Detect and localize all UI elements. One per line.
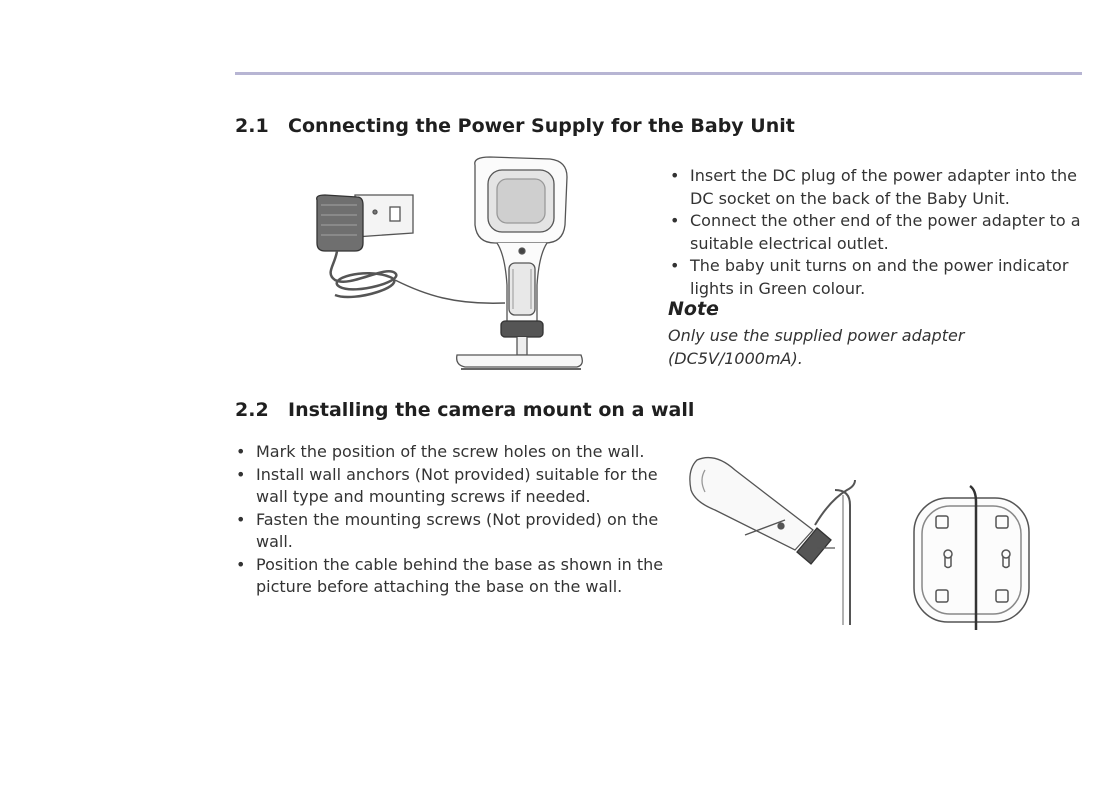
wall-mount-base-back-illustration xyxy=(910,480,1035,630)
list-item: • Position the cable behind the base as shown in the picture before attaching the base on the wall. xyxy=(234,554,664,599)
list-item: • Connect the other end of the power adapter to a suitable electrical outlet. xyxy=(668,210,1088,255)
connection-steps-list xyxy=(668,165,1088,300)
header-rule xyxy=(235,72,1082,75)
note-text: Only use the supplied power adapter (DC5V/1000mA). xyxy=(668,326,965,368)
list-item: • Fasten the mounting screws (Not provided) on the wall. xyxy=(234,509,664,554)
list-item: • Install wall anchors (Not provided) suitable for the wall type and mounting screws if needed. xyxy=(234,464,664,509)
section-number: 2.2 xyxy=(235,399,269,421)
power-adapter-connection-illustration xyxy=(295,155,585,377)
list-item: • The baby unit turns on and the power indicator lights in Green colour. xyxy=(668,255,1088,300)
wall-mount-steps-list xyxy=(234,441,664,599)
section-heading-2-1 xyxy=(235,115,795,137)
camera-wall-mount-side-illustration xyxy=(685,440,870,635)
section-title: Installing the camera mount on a wall xyxy=(288,399,695,421)
list-item: • Mark the position of the screw holes on the wall. xyxy=(234,441,664,464)
section-heading-2-2 xyxy=(235,399,694,421)
section-number: 2.1 xyxy=(235,115,269,137)
section-title: Connecting the Power Supply for the Baby Unit xyxy=(288,115,795,137)
list-item: • Insert the DC plug of the power adapter into the DC socket on the back of the Baby Unit. xyxy=(668,165,1088,210)
note-title: Note xyxy=(668,298,719,320)
